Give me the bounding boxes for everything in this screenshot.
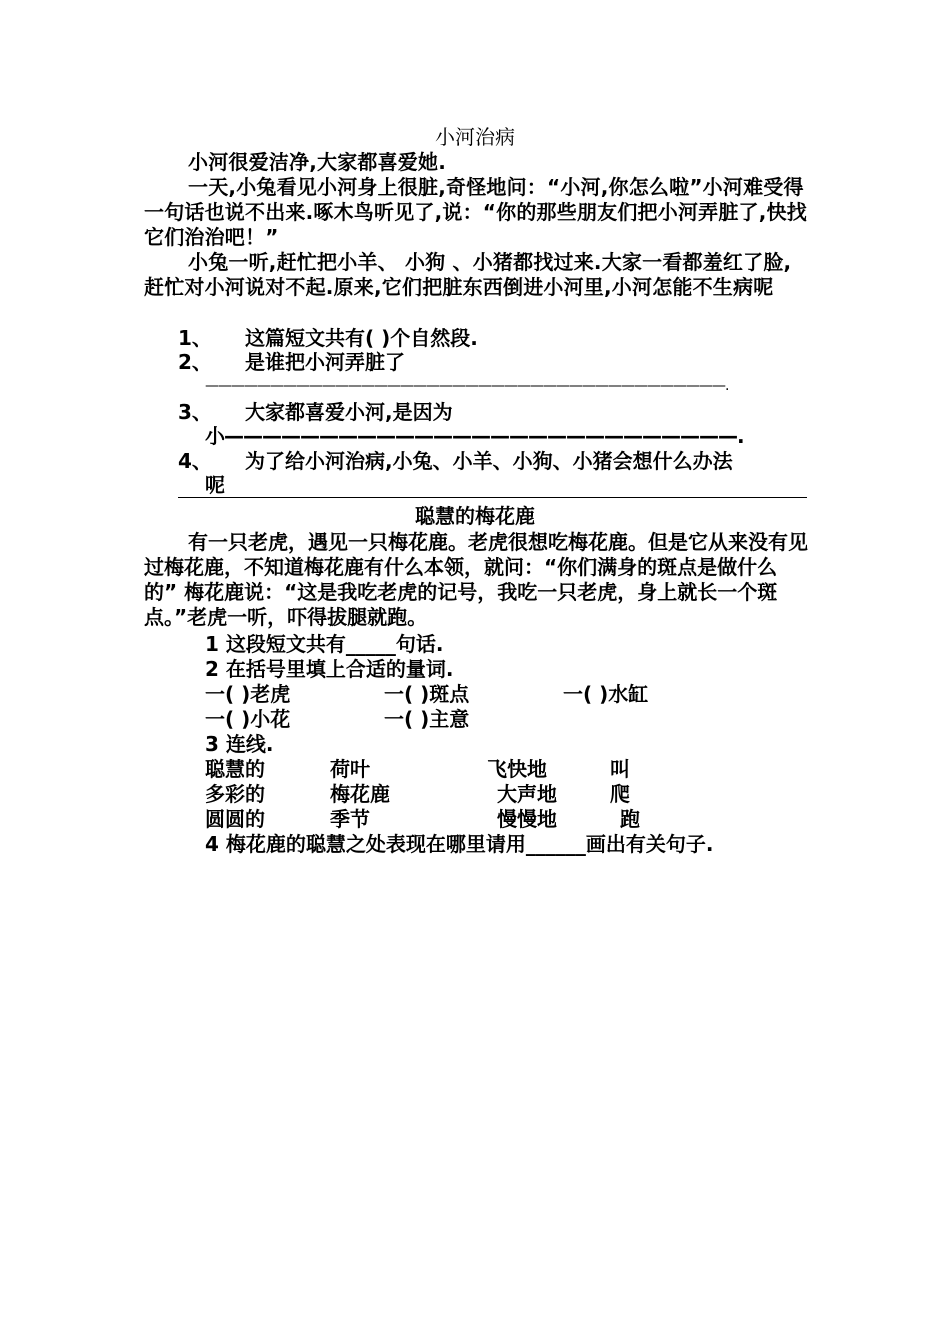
- question-4-continuation: 呢: [205, 473, 225, 497]
- story1-title: 小河治病: [435, 125, 515, 149]
- question-4: 为了给小河治病,小兔、小羊、小狗、小猪会想什么办法: [245, 449, 733, 473]
- match-item: 圆圆的: [205, 807, 265, 831]
- exercise-2: 2 在括号里填上合适的量词.: [205, 657, 454, 681]
- exercise-4: 4 梅花鹿的聪慧之处表现在哪里请用______画出有关句子.: [205, 832, 714, 856]
- measure-word-blank: 一( )斑点: [384, 682, 470, 706]
- match-item: 叫: [610, 757, 630, 781]
- match-item: 聪慧的: [205, 757, 265, 781]
- match-item: 慢慢地: [497, 807, 557, 831]
- question-number: 2、: [178, 350, 212, 374]
- answer-line: ————————————————————————————————————————.: [205, 378, 729, 394]
- story2-title: 聪慧的梅花鹿: [415, 504, 535, 528]
- question-number: 4、: [178, 449, 212, 473]
- section-divider: [178, 497, 807, 498]
- match-item: 飞快地: [487, 757, 547, 781]
- exercise-3: 3 连线.: [205, 732, 274, 756]
- exercise-1: 1 这段短文共有_____句话.: [205, 632, 444, 656]
- question-3: 大家都喜爱小河,是因为: [245, 400, 453, 424]
- answer-line: 小———————————————————————————.: [205, 424, 744, 448]
- question-number: 1、: [178, 326, 212, 350]
- question-2: 是谁把小河弄脏了: [245, 350, 405, 374]
- match-item: 爬: [610, 782, 630, 806]
- match-item: 跑: [620, 807, 640, 831]
- question-1: 这篇短文共有( )个自然段.: [245, 326, 478, 350]
- match-item: 荷叶: [330, 757, 370, 781]
- match-item: 梅花鹿: [330, 782, 390, 806]
- story1-paragraph-1: 小河很爱洁净,大家都喜爱她.: [188, 150, 446, 174]
- match-item: 季节: [330, 807, 370, 831]
- measure-word-blank: 一( )水缸: [563, 682, 649, 706]
- measure-word-blank: 一( )主意: [384, 707, 470, 731]
- measure-word-blank: 一( )小花: [205, 707, 291, 731]
- story1-paragraph-2: 一天,小兔看见小河身上很脏,奇怪地问：“小河,你怎么啦”小河难受得一句话也说不出来.啄木鸟听见了,说：“你的那些朋友们把小河弄脏了,快找它们治治吧！”: [144, 175, 807, 249]
- story1-paragraph-3: 小兔一听,赶忙把小羊、 小狗 、小猪都找过来.大家一看都羞红了脸,赶忙对小河说对不起.原来,它们把脏东西倒进小河里,小河怎能不生病呢: [144, 250, 792, 299]
- measure-word-blank: 一( )老虎: [205, 682, 291, 706]
- match-item: 多彩的: [205, 782, 265, 806]
- question-number: 3、: [178, 400, 212, 424]
- story2-paragraph: 有一只老虎，遇见一只梅花鹿。老虎很想吃梅花鹿。但是它从来没有见过梅花鹿，不知道梅花鹿有什么本领，就问：“你们满身的斑点是做什么的” 梅花鹿说：“这是我吃老虎的记号，我吃一只老虎，身上就长一个斑点。”老虎一听，吓得拔腿就跑。: [144, 530, 808, 629]
- match-item: 大声地: [497, 782, 557, 806]
